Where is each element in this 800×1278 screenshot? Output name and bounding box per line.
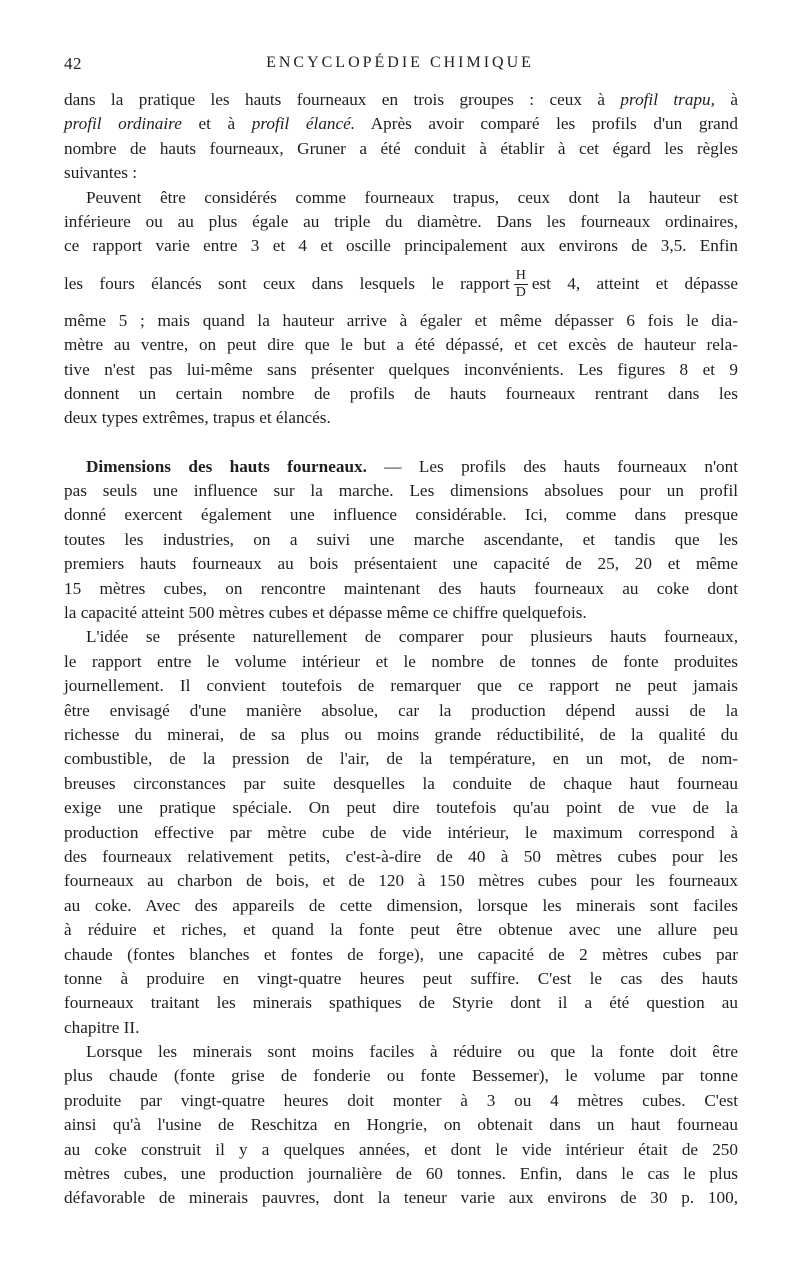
page-header bbox=[64, 54, 736, 78]
text-line: plus chaude (fonte grise de fonderie ou fonte Bessemer), le volume par tonne bbox=[64, 1066, 738, 1086]
text-line: dans la pratique les hauts fourneaux en trois groupes : ceux à profil trapu, à bbox=[64, 90, 739, 109]
text-line: tive n'est pas lui-même sans présenter quelques inconvénients. Les figures 8 et 9 bbox=[64, 359, 738, 379]
paragraph-gap bbox=[64, 431, 738, 455]
text-line: richesse du minerai, de sa plus ou moins grande réductibilité, de la qualité du bbox=[64, 724, 738, 744]
text-line: pas seuls une influence sur la marche. Les dimensions absolues pour un profil bbox=[64, 481, 738, 501]
text-line: Lorsque les minerais sont moins faciles à réduire ou que la fonte doit être bbox=[86, 1042, 738, 1062]
fraction-denominator: D bbox=[515, 285, 526, 301]
text-line: donnent un certain nombre de profils de hauts fourneaux rentrant dans les bbox=[64, 383, 738, 403]
text-line: fourneaux au charbon de bois, et de 120 à 150 mètres cubes pour les fourneaux bbox=[64, 871, 738, 891]
text-line: mètres cubes, une production journalière de 60 tonnes. Enfin, dans le cas le plus bbox=[64, 1164, 738, 1184]
text-line: des fourneaux relativement petits, c'est-à-dire de 40 à 50 mètres cubes pour les bbox=[64, 846, 738, 866]
text-line: profil ordinaire et à profil élancé. Après avoir comparé les profils d'un grand bbox=[64, 114, 738, 134]
text-line: défavorable de minerais pauvres, dont la teneur varie aux environs de 30 p. 100, bbox=[64, 1188, 738, 1208]
running-head: ENCYCLOPÉDIE CHIMIQUE bbox=[266, 54, 534, 71]
text-line: ce rapport varie entre 3 et 4 et oscille principalement aux environs de 3,5. Enfin bbox=[64, 236, 738, 256]
text-line: être envisagé d'une manière absolue, car la production dépend aussi de la bbox=[64, 700, 738, 720]
text-line: chapitre II. bbox=[64, 1017, 140, 1037]
section-heading: Dimensions des hauts fourneaux. bbox=[86, 456, 367, 476]
text-line: journellement. Il convient toutefois de remarquer que ce rapport ne peut jamais bbox=[64, 676, 738, 696]
text-line: L'idée se présente naturellement de comparer pour plusieurs hauts fourneaux, bbox=[86, 627, 738, 647]
text-line: Peuvent être considérés comme fourneaux trapus, ceux dont la hauteur est bbox=[86, 187, 738, 207]
text-line: production effective par mètre cube de vide intérieur, le maximum correspond à bbox=[64, 822, 738, 842]
text-line: toutes les industries, on a suivi une marche ascendante, et tandis que les bbox=[64, 529, 738, 549]
text-line: suivantes : bbox=[64, 163, 138, 183]
text-line: mètre au ventre, on peut dire que le but a été dépassé, et cet excès de hauteur rela- bbox=[64, 335, 738, 355]
text-line: donné exercent également une influence considérable. Ici, comme dans presque bbox=[64, 505, 738, 525]
text-line: au coke construit il y a quelques années, et dont le vide intérieur était de 250 bbox=[64, 1139, 738, 1159]
text-line: inférieure ou au plus égale au triple du diamètre. Dans les fourneaux ordinaires, bbox=[64, 211, 738, 231]
text-line: breuses circonstances par suite desquelles la conduite de chaque haut fourneau bbox=[64, 773, 738, 793]
text-line: ainsi qu'à l'usine de Reschitza en Hongrie, on obtenait dans un haut fourneau bbox=[64, 1115, 738, 1135]
text-line: tonne à produire en vingt-quatre heures peut suffire. C'est le cas des hauts bbox=[64, 968, 738, 988]
page-number: 42 bbox=[64, 54, 82, 73]
text-line: 15 mètres cubes, on rencontre maintenant des hauts fourneaux au coke dont bbox=[64, 578, 738, 598]
text-line: la capacité atteint 500 mètres cubes et dépasse même ce chiffre quelquefois. bbox=[64, 603, 587, 623]
text-line: Dimensions des hauts fourneaux. — Les profils des hauts fourneaux n'ont bbox=[86, 456, 739, 476]
text-line: à réduire et riches, et quand la fonte peut être obtenue avec une allure peu bbox=[64, 920, 738, 940]
text-line-with-fraction: les fours élancés sont ceux dans lesquels le rapport $\frac{H}{D}$ est 4, atteint et dépasse bbox=[64, 268, 738, 301]
text-line: premiers hauts fourneaux au bois présentaient une capacité de 25, 20 et même bbox=[64, 554, 738, 574]
text-line: combustible, de la pression de l'air, de la température, en un mot, de nom- bbox=[64, 749, 738, 769]
text-line: produite par vingt-quatre heures doit monter à 3 ou 4 mètres cubes. C'est bbox=[64, 1090, 738, 1110]
text-line: au coke. Avec des appareils de cette dimension, lorsque les minerais sont faciles bbox=[64, 895, 738, 915]
text-line: fourneaux traitant les minerais spathiques de Styrie dont il a été question au bbox=[64, 993, 738, 1013]
text-line: exige une pratique spéciale. On peut dire toutefois qu'au point de vue de la bbox=[64, 798, 738, 818]
text-line: le rapport entre le volume intérieur et le nombre de tonnes de fonte produites bbox=[64, 651, 738, 671]
fraction-numerator: H bbox=[515, 268, 526, 284]
ratio-fraction bbox=[514, 268, 528, 301]
text-line: même 5 ; mais quand la hauteur arrive à égaler et même dépasser 6 fois le dia- bbox=[64, 310, 738, 330]
text-line: deux types extrêmes, trapus et élancés. bbox=[64, 408, 331, 428]
body-text bbox=[64, 88, 738, 1211]
text-line: nombre de hauts fourneaux, Gruner a été conduit à établir à cet égard les règles bbox=[64, 138, 738, 158]
text-line: chaude (fontes blanches et fontes de forge), une capacité de 2 mètres cubes par bbox=[64, 944, 738, 964]
